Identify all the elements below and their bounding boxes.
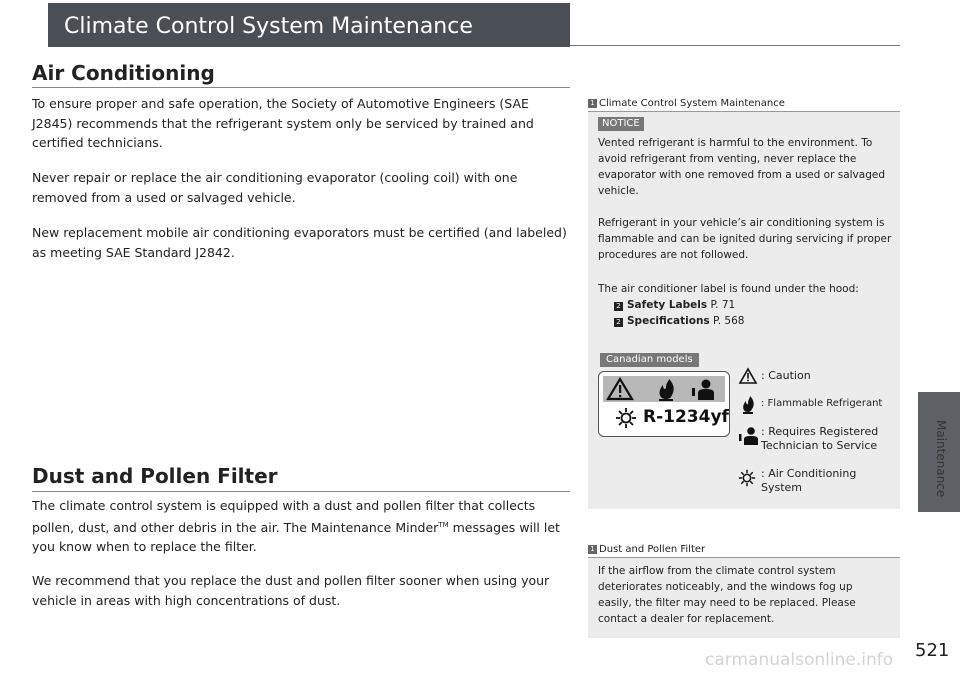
air-conditioning-rule bbox=[32, 87, 570, 88]
flammable-note: Refrigerant in your vehicle’s air conditioning system is flammable and can be ignited during servicing if proper procedures are not followed. bbox=[598, 217, 892, 261]
technician-legend-icon bbox=[738, 426, 760, 446]
refrigerant-code: R-1234yf bbox=[643, 407, 729, 427]
ac-paragraph-1: To ensure proper and safe operation, the Society of Automotive Engineers (SAE J2845) recommends that the refrigerant system only be serviced by trained and certified technicians. bbox=[32, 96, 534, 150]
dust-paragraph-1-start: The climate control system is equipped with a dust and pollen filter that collects pollen, dust, and other debris in the air. The Maintenance Minder bbox=[32, 498, 536, 535]
climate-sidebar bbox=[588, 97, 900, 509]
flame-icon bbox=[659, 379, 674, 401]
dust-filter-sidebar bbox=[588, 543, 900, 638]
dust-filter-note: If the airflow from the climate control system deteriorates noticeably, and the windows fog up easily, the filter may need to be replaced. Please contact a dealer for replacement. bbox=[598, 565, 856, 625]
label-icon-strip bbox=[603, 376, 725, 402]
ref-arrow-icon: 2 bbox=[614, 302, 623, 311]
canadian-models-badge: Canadian models bbox=[600, 353, 699, 367]
ref-safety-labels[interactable] bbox=[614, 297, 735, 313]
climate-sidebar-header bbox=[588, 97, 900, 112]
legend-caution: : Caution bbox=[761, 369, 811, 382]
ac-paragraph-2: Never repair or replace the air conditioning evaporator (cooling coil) with one removed from a used or salvaged vehicle. bbox=[32, 170, 518, 205]
label-location-note: The air conditioner label is found under the hood: bbox=[598, 283, 859, 295]
ref-safety-labels-page: P. 71 bbox=[710, 299, 736, 311]
ac-system-legend-icon bbox=[738, 469, 756, 487]
ref-specifications[interactable] bbox=[614, 313, 744, 329]
caution-triangle-icon bbox=[608, 379, 632, 399]
ref-specifications-page: P. 568 bbox=[713, 315, 745, 327]
ac-paragraph-3: New replacement mobile air conditioning evaporators must be certified (and labeled) as meeting SAE Standard J2842. bbox=[32, 225, 567, 260]
technician-icon bbox=[692, 380, 714, 401]
notice-badge: NOTICE bbox=[598, 117, 644, 131]
sun-snowflake-icon bbox=[615, 407, 637, 429]
sidebar-number-marker: 1 bbox=[588, 99, 597, 108]
ref-specifications-title: Specifications bbox=[627, 315, 710, 327]
trademark-mark: TM bbox=[438, 520, 449, 529]
dust-paragraph-1-end: messages will let you know when to replace the filter. bbox=[32, 519, 560, 554]
dust-filter-sidebar-title: Dust and Pollen Filter bbox=[599, 544, 706, 555]
climate-sidebar-title: Climate Control System Maintenance bbox=[599, 98, 785, 109]
page-title-bar bbox=[48, 3, 570, 47]
ref-arrow-icon: 2 bbox=[614, 318, 623, 327]
legend-technician: : Requires Registered Technician to Service bbox=[761, 425, 879, 452]
title-rule bbox=[570, 45, 900, 46]
page-number: 521 bbox=[915, 640, 950, 661]
dust-filter-heading: Dust and Pollen Filter bbox=[32, 464, 278, 488]
legend-ac-system: : Air Conditioning System bbox=[761, 467, 857, 494]
dust-paragraph-1 bbox=[32, 496, 572, 557]
label-icons-svg bbox=[603, 376, 725, 402]
flammable-legend-icon bbox=[739, 395, 757, 415]
notice-text: Vented refrigerant is harmful to the environment. To avoid refrigerant from venting, never replace the evaporator with one removed from a used or salvaged vehicle. bbox=[598, 137, 885, 197]
watermark: carmanualsonline.info bbox=[705, 650, 894, 670]
ref-safety-labels-title: Safety Labels bbox=[627, 299, 708, 311]
side-tab-label: Maintenance bbox=[934, 420, 948, 498]
sidebar-number-marker: 1 bbox=[588, 545, 597, 554]
refrigerant-label-card bbox=[598, 371, 730, 437]
caution-legend-icon bbox=[738, 367, 758, 385]
air-conditioning-heading: Air Conditioning bbox=[32, 61, 215, 85]
dust-filter-rule bbox=[32, 491, 570, 492]
legend-flammable: : Flammable Refrigerant bbox=[761, 398, 883, 409]
dust-paragraph-2: We recommend that you replace the dust and pollen filter sooner when using your vehicle in areas with high concentrations of dust. bbox=[32, 573, 550, 608]
page-title: Climate Control System Maintenance bbox=[64, 14, 473, 39]
dust-filter-sidebar-header bbox=[588, 543, 900, 558]
